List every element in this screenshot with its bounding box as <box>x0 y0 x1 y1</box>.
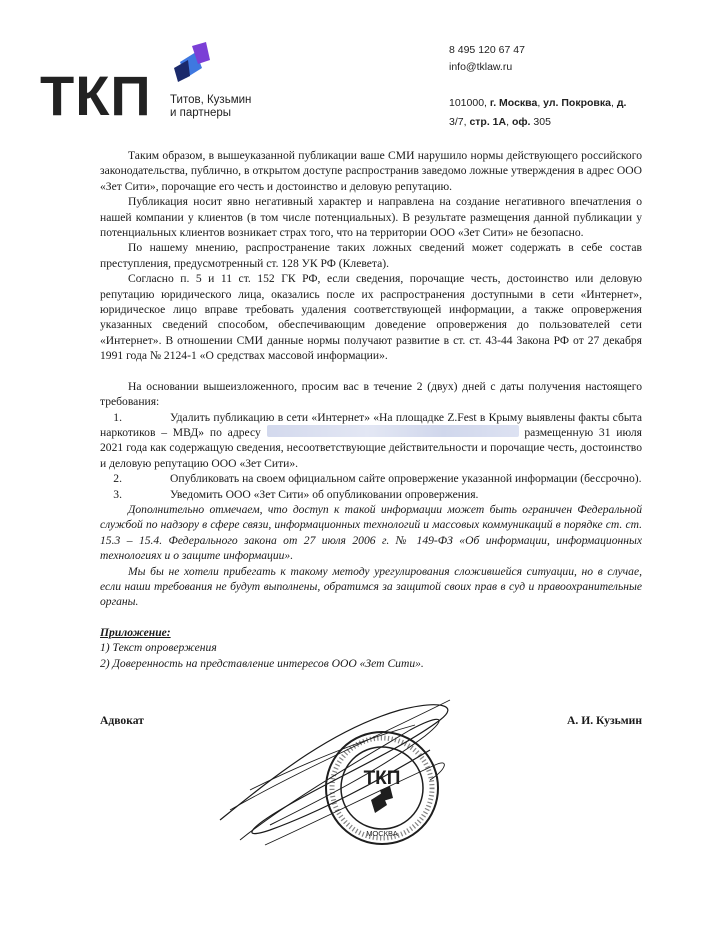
item-number-3: 3. <box>113 487 122 501</box>
paragraph-3: По нашему мнению, распространение таких ложных сведений может содержать в себе состав преступления, предусмотренный ст. 128 УК РФ (Клевета). <box>100 241 642 270</box>
logo-subtitle-line-2: и партнеры <box>170 107 232 119</box>
request-item-1 <box>100 410 642 472</box>
request-item-3 <box>100 487 642 502</box>
item-text-1: Удалить публикацию в сети «Интернет» «На площадке Z.Fest в Крыму выявлены факты сбыта наркотиков – МВД» по адресу <box>100 410 642 439</box>
email: info@tklaw.ru <box>449 61 513 73</box>
italic-note-1: Дополнительно отмечаем, что доступ к такой информации может быть ограничен Федеральной службой по надзору в сфере связи, информационных технологий и массовых коммуникаций в порядке ст. ст. 15.3 – 15.4. Федерального закона от 27 июля 2006 г. № 149-ФЗ «Об информации, информационных технологиях и о защите информации». <box>100 502 642 563</box>
logo-subtitle <box>170 94 251 120</box>
attachments-heading: Приложение: <box>100 625 171 639</box>
item-text-3: Уведомить ООО «Зет Сити» об опубликовании опровержения. <box>170 487 479 501</box>
attachments <box>100 625 642 671</box>
stamp-letters: ТКП <box>363 768 401 789</box>
attachment-item-1: 1) Текст опровержения <box>100 641 217 655</box>
redacted-url <box>267 425 519 437</box>
item-number-1: 1. <box>113 410 122 424</box>
address-line-1: 101000, г. Москва, ул. Покровка, д. <box>449 97 627 109</box>
paragraph-4: Согласно п. 5 и 11 ст. 152 ГК РФ, если сведения, порочащие честь, достоинство или деловую репутацию юридического лица, оказались после их распространения доступными в сети «Интернет», юридическое лицо вправе требовать удаления соответствующей информации, а также опровержения указанных сведений способом, обеспечивающим доведение опровержения до пользователей сети «Интернет». В отношении СМИ данные нормы получают развитие в ст. ст. 43-44 Закона РФ от 27 декабря 1991 года № 2124-1 «О средствах массовой информации». <box>100 272 642 363</box>
contacts <box>449 42 525 76</box>
company-logo <box>40 40 270 127</box>
italic-note-2: Мы бы не хотели прибегать к такому методу урегулирования сложившейся ситуации, но в случае, если наши требования не будут выполнены, обратимся за защитой своих прав в суд и правоохранительные органы. <box>100 564 642 609</box>
address-line-2: 3/7, стр. 1А, оф. 305 <box>449 116 551 128</box>
address <box>449 94 649 132</box>
signatory-name: А. И. Кузьмин <box>567 714 642 727</box>
paragraph-2: Публикация носит явно негативный характер и направлена на создание негативного впечатления о нашей компании у клиентов (в том числе потенциальных). В результате размещения данной публикации у потенциальных клиентов возникает страх того, что на территории ООО «Зет Сити» не безопасно. <box>100 195 642 240</box>
logo-letters: ТКП <box>40 64 152 127</box>
letter-body <box>100 148 642 671</box>
stamp-city: МОСКВА <box>366 829 398 838</box>
request-item-2 <box>100 471 642 486</box>
item-number-2: 2. <box>113 472 122 486</box>
request-intro: На основании вышеизложенного, просим вас в течение 2 (двух) дней с даты получения настоящего требования: <box>100 379 642 409</box>
logo-mark-icon <box>166 42 212 88</box>
paragraph-1: Таким образом, в вышеуказанной публикации ваше СМИ нарушило нормы действующего российского законодательства, публично, в открытом доступе распространив заведомо ложные утверждения в адрес ООО «Зет Сити», порочащие его честь и достоинство и деловую репутацию. <box>100 149 642 193</box>
phone: 8 495 120 67 47 <box>449 44 525 56</box>
item-text-1-end: размещенную 31 июля 2021 года как содержащую сведения, несоответствующие действительности и порочащие честь, достоинство и деловую репутацию ООО «Зет Сити». <box>100 425 642 470</box>
company-stamp-icon <box>322 728 442 848</box>
attachment-item-2: 2) Доверенность на представление интересов ООО «Зет Сити». <box>100 656 424 670</box>
item-text-2: Опубликовать на своем официальном сайте опровержение указанной информации (бессрочно). <box>170 472 642 486</box>
logo-subtitle-line-1: Титов, Кузьмин <box>170 94 252 106</box>
signatory-role: Адвокат <box>100 714 144 727</box>
